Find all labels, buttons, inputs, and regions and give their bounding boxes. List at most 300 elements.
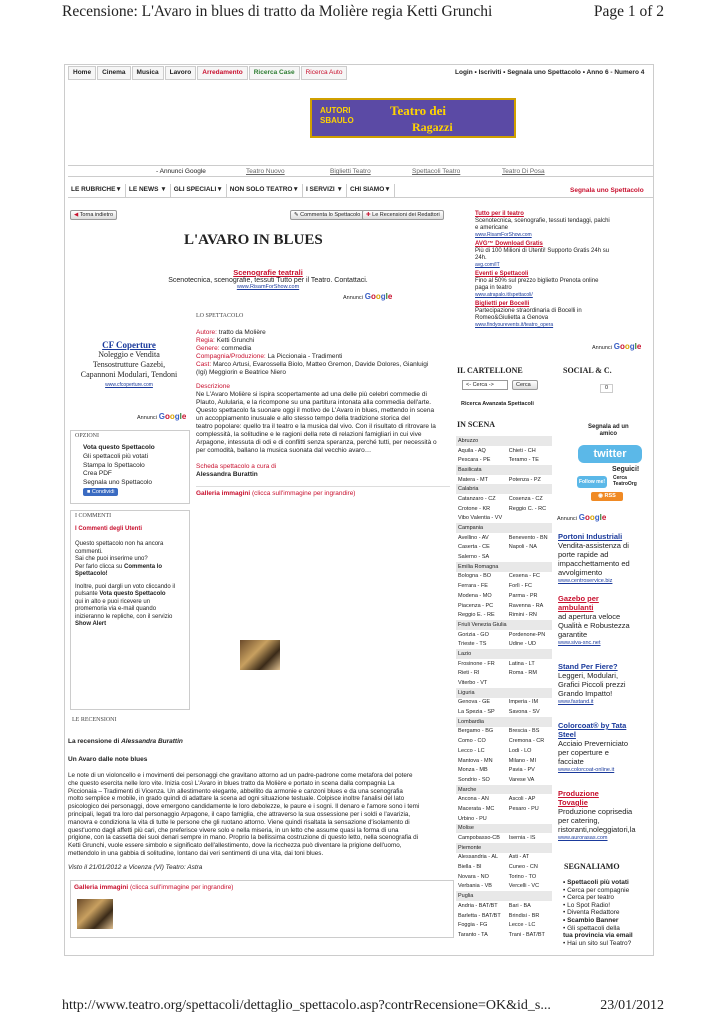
city-link[interactable]: Urbino - PU	[458, 815, 487, 822]
city-link[interactable]: Crotone - KR	[458, 505, 491, 512]
description-line: un accoppiamento inusuale e allo stesso tempo della tradizione storica del	[196, 415, 410, 422]
comment-button[interactable]	[290, 210, 364, 220]
city-link[interactable]: Reggio E. - RE	[458, 612, 495, 619]
top-nav	[68, 66, 348, 80]
city-row	[456, 494, 552, 504]
city-link[interactable]: Piacenza - PC	[458, 602, 494, 609]
city-row	[456, 746, 552, 756]
far-ad-title[interactable]: Stand Per Fiere?	[558, 662, 618, 671]
city-link[interactable]: Genova - GE	[458, 699, 491, 706]
far-ad-text: garantite	[558, 630, 588, 639]
city-row	[456, 446, 552, 456]
city-row	[456, 533, 552, 543]
right-ad-text: Romeo&Giulietta a Genova	[475, 315, 549, 321]
city-link[interactable]: Rimini - RN	[508, 612, 537, 619]
far-ad-url[interactable]: www.fastand.it	[558, 699, 594, 705]
segnala-link[interactable]: Segnala uno Spettacolo	[83, 478, 153, 486]
right-ad-text: paga in teatro	[475, 285, 512, 291]
director-value: Ketti Grunchi	[216, 337, 255, 344]
far-ad-text: Produzione coprisedia	[558, 807, 633, 816]
city-link[interactable]: Varese VA	[508, 776, 535, 783]
city-link[interactable]: Lecce - LC	[508, 922, 536, 929]
segnaliamo-item[interactable]: • Spettacoli più votati	[563, 879, 629, 886]
page-title: L'AVARO IN BLUES	[184, 232, 323, 248]
city-link[interactable]: Roma - RM	[508, 670, 537, 677]
segnaliamo-item[interactable]: • Cerca per teatro	[563, 894, 615, 902]
right-ad-url[interactable]: www.RisamForShow.com	[475, 232, 532, 238]
main-menu	[68, 184, 654, 198]
description-line: Ne L'Avaro Molière si ispira scopertamente ad una delle più celebri commedie di	[196, 391, 427, 398]
city-link[interactable]: Savona - SV	[508, 709, 540, 716]
city-row	[456, 804, 552, 814]
far-ad-url[interactable]: www.aurorasas.com	[558, 835, 608, 841]
region-name[interactable]: Friuli Venezia Giulia	[456, 620, 552, 630]
city-link[interactable]: Lecco - LC	[458, 747, 485, 754]
gallery-thumbnail[interactable]	[77, 899, 113, 929]
city-link	[507, 514, 552, 524]
nav-home[interactable]: Home	[68, 66, 96, 80]
city-link[interactable]: Vibo Valentia - VV	[458, 515, 503, 522]
review-by: La recensione di	[68, 738, 120, 745]
annunci-google-3	[592, 342, 641, 351]
city-link[interactable]: Verbania - VB	[458, 883, 492, 890]
amico-text: amico	[599, 431, 618, 437]
reviews-button[interactable]	[362, 210, 444, 220]
nav-musica[interactable]: Musica	[132, 66, 164, 80]
city-link[interactable]: Gorizia - GO	[458, 631, 489, 638]
right-ad-url[interactable]: www.atrapalo.it/spettacoli/	[475, 292, 533, 298]
city-link[interactable]: Andria - BAT/BT	[458, 902, 498, 909]
city-row	[456, 882, 552, 892]
far-ad-title[interactable]: Steel	[558, 730, 576, 739]
city-link[interactable]: Aquila - AQ	[458, 447, 486, 454]
gallery-thumbnail[interactable]	[240, 640, 280, 670]
segnaliamo-item[interactable]: • Diventa Redattore	[563, 909, 620, 917]
print-link[interactable]: Stampa lo Spettacolo	[83, 461, 145, 469]
city-link[interactable]: Torino - TO	[508, 873, 537, 880]
right-ad-url[interactable]: avg.com/IT	[475, 262, 500, 268]
inscena-heading: IN SCENA	[457, 420, 496, 429]
segnaliamo-item[interactable]: • Cerca per compagnie	[563, 886, 630, 894]
google-logo: Google	[364, 292, 393, 301]
city-row	[456, 930, 552, 940]
region-name[interactable]: Emilia Romagna	[456, 562, 552, 572]
nav-lavoro[interactable]: Lavoro	[165, 66, 197, 80]
menu-news[interactable]: LE NEWS ▼	[126, 184, 171, 197]
city-row	[456, 911, 552, 921]
back-label: Torna indietro	[79, 212, 113, 218]
cast-value: (Igi) Meggiorin e Beatrice Niero	[196, 369, 286, 376]
segnaliamo-item[interactable]: • Scambio Banner	[563, 916, 619, 924]
ad-link-teatro-nuovo[interactable]: Teatro Nuovo	[246, 168, 285, 175]
city-link[interactable]: Cuneo - CN	[508, 864, 538, 871]
far-ad-title[interactable]: Tovaglie	[558, 798, 588, 807]
left-ad[interactable]	[70, 340, 188, 390]
far-ad-text: impacchettamento ed	[558, 559, 630, 568]
comments-box	[70, 510, 190, 710]
region-select[interactable]: <- Cerca ->	[462, 380, 508, 390]
city-link[interactable]: Vercelli - VC	[508, 883, 540, 890]
ad-link-biglietti[interactable]: Biglietti Teatro	[330, 168, 371, 175]
banner-title1: Teatro dei	[390, 103, 446, 118]
pdf-header	[62, 0, 664, 24]
city-link[interactable]: Rieti - RI	[458, 670, 480, 677]
pdf-footer	[62, 998, 664, 1014]
comments-text: commenti.	[75, 548, 103, 555]
advanced-search-link[interactable]: Ricerca Avanzata Spettacoli	[461, 401, 534, 407]
banner-line1: AUTORI	[320, 106, 351, 115]
city-row	[456, 552, 552, 562]
city-link[interactable]: Catanzaro - CZ	[458, 495, 496, 502]
review-line: prigione, con la cassetta dei suoi denari sempre in mano. Proprio la bellissima costruzione di questo letto, nella scenografia di	[68, 834, 419, 842]
city-link[interactable]: Ancona - AN	[458, 796, 489, 803]
top-ad-url[interactable]: www.RisamForShow.com	[236, 284, 300, 290]
menu-segnala[interactable]: Segnala uno Spettacolo	[570, 187, 644, 194]
description-line: Plauto, Aulularia, e la ricompone su una partitura intonata alla commedia dell'arte.	[196, 399, 432, 406]
city-link[interactable]: Benevento - BN	[508, 534, 548, 541]
city-link[interactable]: Sondrio - SO	[458, 776, 490, 783]
city-link[interactable]: La Spezia - SP	[458, 709, 495, 716]
google-logo: Google	[613, 342, 642, 351]
genre-label: Genere:	[196, 345, 220, 352]
city-link[interactable]: Cesena - FC	[508, 573, 540, 580]
far-ad-text: Vendita-assistenza di	[558, 541, 629, 550]
menu-chi-siamo[interactable]: CHI SIAMO▼	[347, 184, 395, 197]
right-ad-title[interactable]: Tutto per il teatro	[475, 211, 524, 217]
back-button[interactable]	[70, 210, 117, 220]
region-row	[456, 843, 552, 853]
far-ad-text: facciate	[558, 757, 584, 766]
city-link[interactable]: Trieste - TS	[458, 641, 487, 648]
city-row	[456, 775, 552, 785]
share-button[interactable]	[83, 488, 118, 496]
segnaliamo-heading: SEGNALIAMO	[564, 862, 620, 871]
city-link[interactable]: Latina - LT	[508, 660, 535, 667]
right-ad-text: Più di 100 Milioni di Utenti! Supporto Gratis 24h su	[475, 248, 610, 254]
far-ad-url[interactable]: www.siva-snc.net	[558, 640, 601, 646]
cartellone-heading: IL CARTELLONE	[457, 366, 523, 375]
comments-text: inizieranno le repliche, con il servizio	[75, 613, 173, 620]
city-row	[456, 475, 552, 485]
right-ad-text: Partecipazione straordinaria di Bocelli in	[475, 308, 582, 314]
annunci-google-label: - Annunci Google	[156, 168, 206, 175]
menu-speciali[interactable]: GLI SPECIALI▼	[171, 184, 227, 197]
city-link[interactable]: Modena - MO	[458, 592, 492, 599]
comments-heading: I COMMENTI	[75, 513, 112, 519]
review-line: manovra e condiziona la vita di tutte le persone che gli ruotano attorno. Viene quindi risaltata la sensazione d'isolamento di	[68, 818, 410, 826]
region-row	[456, 649, 552, 659]
region-row	[456, 717, 552, 727]
region-row	[456, 785, 552, 795]
teatro-org-label	[613, 475, 637, 487]
right-ad-text: 24h.	[475, 255, 487, 261]
show-alert-link[interactable]: Show Alert	[75, 621, 107, 627]
rss-icon: ◉	[598, 493, 603, 499]
city-row	[456, 659, 552, 669]
region-city-table	[456, 436, 552, 940]
city-link	[507, 814, 552, 824]
review-line: psicologico dei personaggi, dove emergono candidamente le loro debolezze, le paure e i sogni. Il denaro e l'amore sono i temi	[68, 803, 420, 811]
city-link[interactable]: Milano - MI	[508, 757, 536, 764]
review-heading: LE RECENSIONI	[72, 717, 117, 723]
cast-label: Cast:	[196, 361, 212, 368]
options-box	[70, 430, 190, 504]
far-ad-url[interactable]: www.centroservice.biz	[558, 578, 613, 584]
city-link[interactable]: Brescia - BS	[508, 728, 540, 735]
city-link[interactable]: Bologna - BO	[458, 573, 492, 580]
right-ad-title[interactable]: Biglietti per Bocelli	[475, 301, 530, 307]
city-link[interactable]: Campobasso-CB	[458, 835, 500, 842]
city-link[interactable]: Monza - MB	[458, 767, 488, 774]
follow-me-badge[interactable]: Follow me!	[577, 476, 607, 488]
review-seen: Visto il 21/01/2012 a Vicenza (VI) Teatro: Astra	[68, 863, 203, 871]
left-ad-title[interactable]: CF Coperture	[102, 340, 156, 350]
pdf-page-number: Page 1 of 2	[593, 3, 664, 20]
login-bar[interactable]: Login • Iscriviti • Segnala uno Spettacolo • Anno 6 - Numero 4	[455, 69, 645, 76]
left-ad-line1: Noleggio e Vendita	[98, 350, 160, 359]
city-link[interactable]: Chieti - CH	[508, 447, 536, 454]
segnala-text: Segnala ad un	[588, 424, 629, 430]
twitter-logo[interactable]: twitter	[578, 445, 642, 463]
comments-text: Inoltre, puoi dargli un voto cliccando il	[75, 583, 176, 590]
city-link[interactable]: Macerata - MC	[458, 805, 495, 812]
far-ad-text: per coperture e	[558, 748, 609, 757]
scheda-author: Alessandra Burattin	[196, 471, 258, 478]
show-heading: LO SPETTACOLO	[196, 313, 244, 319]
city-link[interactable]: Bergamo - BG	[458, 728, 494, 735]
city-link[interactable]: Teramo - TE	[508, 457, 539, 464]
far-ad-title[interactable]: Colorcoat® by Tata	[558, 721, 627, 730]
city-link[interactable]: Reggio C. - RC	[508, 505, 547, 512]
city-link[interactable]: Udine - UD	[508, 641, 536, 648]
annunci-google-1	[343, 292, 392, 301]
top-ad-title[interactable]: Scenografie teatrali	[233, 268, 303, 277]
menu-non-solo-teatro[interactable]: NON SOLO TEATRO▼	[227, 184, 303, 197]
cerca-text: Cerca	[613, 475, 627, 481]
comment-link[interactable]: Spettacolo!	[75, 571, 108, 577]
far-ad-title[interactable]: ambulanti	[558, 603, 594, 612]
city-row	[456, 639, 552, 649]
segnaliamo-item[interactable]: • Gli spettacoli della	[563, 924, 620, 932]
review-section	[68, 716, 454, 872]
city-link[interactable]: Foggia - FG	[458, 922, 488, 929]
city-row	[456, 872, 552, 882]
left-ad-url[interactable]: www.cfcoperture.com	[105, 382, 153, 388]
city-row	[456, 630, 552, 640]
city-row	[456, 920, 552, 930]
region-row	[456, 484, 552, 494]
city-link[interactable]: Novara - NO	[458, 873, 489, 880]
region-name[interactable]: Piemonte	[456, 843, 552, 853]
city-link[interactable]: Potenza - PZ	[508, 476, 541, 483]
annunci-google-2	[137, 412, 186, 421]
nav-ricerca-auto[interactable]: Ricerca Auto	[301, 66, 348, 80]
right-ad-title[interactable]: AVG™ Download Gratis	[475, 241, 543, 247]
review-subtitle: Un Avaro dalle note blues	[68, 756, 148, 763]
options-heading: OPZIONI	[75, 433, 99, 439]
far-ad-text: Leggeri, Modulari,	[558, 671, 619, 680]
right-ad-url[interactable]: www.findyourevents.it/teatro_opera	[475, 322, 554, 328]
city-link[interactable]: Matera - MT	[458, 476, 488, 483]
social-heading: SOCIAL & C.	[563, 366, 612, 375]
city-link[interactable]: Biella - BI	[458, 864, 482, 871]
right-ad-title[interactable]: Eventi e Spettacoli	[475, 271, 529, 277]
segnaliamo-item[interactable]: • Hai un sito sul Teatro?	[563, 939, 632, 947]
far-ad-title[interactable]: Portoni Industriali	[558, 532, 623, 541]
far-ad-text: porte rapide ad	[558, 550, 609, 559]
region-name[interactable]: Abruzzo	[456, 436, 552, 446]
city-row	[456, 736, 552, 746]
left-ad-line2: Tensostrutture Gazebi,	[92, 360, 166, 369]
description-line: per comodità, ballano la musica suonata dal vecchio avaro…	[196, 447, 372, 454]
city-link[interactable]: Brindisi - BR	[508, 912, 540, 919]
city-link[interactable]: Barletta - BAT/BT	[458, 912, 501, 919]
city-row	[456, 514, 552, 524]
vote-button[interactable]: Vota questo Spettacolo	[83, 444, 155, 451]
city-row	[456, 814, 552, 824]
review-line: che questo esercita nelle loro vite. Inizia così L'Avaro in blues tratto da Molière e portato in scena dalla compagnia La	[68, 779, 395, 787]
city-link[interactable]: Mantova - MN	[458, 757, 493, 764]
far-ad-text: Acciaio Preverniciato	[558, 739, 629, 748]
city-link[interactable]: Cosenza - CZ	[508, 495, 543, 502]
region-name[interactable]: Molise	[456, 824, 552, 834]
city-link[interactable]: Bari - BA	[508, 902, 531, 909]
scheda-label: Scheda spettacolo a cura di	[196, 463, 277, 470]
comments-text: Questo spettacolo non ha ancora	[75, 541, 164, 547]
region-name[interactable]: Calabria	[456, 484, 552, 494]
review-line: principali, legati tra loro dal personaggio Arpagone, il capo famiglia, che attraverso la sua ossessione per i soldi e l'avarizia,	[68, 810, 411, 818]
city-link[interactable]: Alessandria - AL	[458, 854, 499, 861]
city-row	[456, 765, 552, 775]
region-name[interactable]: Lazio	[456, 649, 552, 659]
region-name[interactable]: Liguria	[456, 688, 552, 698]
right-ad-text: Scenotecnica, scenografie, tessuti tendaggi, palchi	[475, 218, 610, 224]
annunci-label: Annunci	[137, 415, 157, 421]
city-link[interactable]: Avellino - AV	[458, 534, 489, 541]
top-ad[interactable]	[68, 268, 468, 290]
city-link[interactable]: Trani - BAT/BT	[508, 931, 545, 938]
city-link	[507, 678, 552, 688]
banner-title2: Ragazzi	[412, 120, 453, 134]
description-label: Descrizione	[196, 383, 230, 390]
search-button[interactable]: Cerca	[512, 380, 538, 390]
like-counter: 0	[600, 384, 613, 393]
segnaliamo-list	[563, 879, 653, 947]
segnaliamo-item[interactable]: • Lo Spot Radio!	[563, 901, 611, 909]
city-row	[456, 591, 552, 601]
region-name[interactable]: Puglia	[456, 891, 552, 901]
most-voted-link[interactable]: Gli spettacoli più votati	[83, 453, 149, 460]
city-row	[456, 794, 552, 804]
segnala-amico[interactable]	[588, 424, 629, 438]
teatro-ragazzi-banner[interactable]	[310, 98, 516, 138]
region-name[interactable]: Lombardia	[456, 717, 552, 727]
gallery-title: Galleria immagini	[74, 884, 129, 891]
menu-servizi[interactable]: I SERVIZI ▼	[303, 184, 347, 197]
city-link[interactable]: Lodi - LO	[508, 747, 532, 754]
city-row	[456, 707, 552, 717]
city-link[interactable]: Como - CO	[458, 738, 486, 745]
rss-label: RSS	[604, 493, 616, 499]
director-label: Regia:	[196, 337, 215, 344]
city-row	[456, 543, 552, 553]
right-ads	[475, 211, 647, 329]
back-arrow-icon: ◀	[74, 212, 79, 218]
city-link[interactable]: Cremona - CR	[508, 738, 545, 745]
review-line: Piccionaia – Tradimenti di Vicenza. Un allestimento elegante, abbellito da armonie e canzoni blues e da una scenografia	[68, 787, 403, 795]
region-row	[456, 436, 552, 446]
city-row	[456, 601, 552, 611]
city-link[interactable]: Asti - AT	[508, 854, 530, 861]
far-ad-title[interactable]: Gazebo per	[558, 594, 599, 603]
city-link[interactable]: Ravenna - RA	[508, 602, 544, 609]
nav-cinema[interactable]: Cinema	[97, 66, 130, 80]
far-ad-title[interactable]: Produzione	[558, 789, 599, 798]
banner-line2: SBAULO	[320, 116, 354, 125]
gallery-hint: (clicca sull'immagine per ingrandire)	[130, 884, 234, 891]
city-link[interactable]: Ascoli - AP	[508, 796, 536, 803]
city-row	[456, 698, 552, 708]
far-ad-text: per catering,	[558, 816, 600, 825]
rss-badge[interactable]	[591, 492, 623, 501]
ad-link-teatro-posa[interactable]: Teatro Di Posa	[502, 168, 545, 175]
region-row	[456, 562, 552, 572]
city-link[interactable]: Caserta - CE	[458, 544, 490, 551]
city-link[interactable]: Napoli - NA	[508, 544, 537, 551]
pencil-icon: ✎	[294, 212, 299, 218]
pdf-link[interactable]: Crea PDF	[83, 470, 112, 477]
city-link[interactable]: Parma - PR	[508, 592, 538, 599]
city-link[interactable]: Pordenone-PN	[508, 631, 546, 638]
region-name[interactable]: Basilicata	[456, 465, 552, 475]
far-ad-text: ad apertura veloce	[558, 612, 621, 621]
far-ad-text: Grafici Piccoli prezzi	[558, 680, 626, 689]
nav-arredamento[interactable]: Arredamento	[197, 66, 247, 80]
vote-link[interactable]: Vota questo Spettacolo	[99, 591, 166, 597]
city-row	[456, 727, 552, 737]
comments-text: Sai che puoi inserirne uno?	[75, 556, 148, 562]
menu-rubriche[interactable]: LE RUBRICHE▼	[68, 184, 126, 197]
city-link[interactable]: Pesaro - PU	[508, 805, 539, 812]
city-link[interactable]: Taranto - TA	[458, 931, 488, 938]
segnaliamo-item[interactable]: tua provincia via email	[563, 932, 633, 940]
city-link[interactable]: Forlì - FC	[508, 583, 533, 590]
city-row	[456, 572, 552, 582]
comment-link[interactable]: Commenta lo	[124, 563, 163, 570]
region-row	[456, 688, 552, 698]
city-link[interactable]: Ferrara - FE	[458, 583, 488, 590]
teatroorg-text: TeatroOrg	[613, 481, 637, 487]
ad-link-spettacoli[interactable]: Spettacoli Teatro	[412, 168, 461, 175]
region-name[interactable]: Marche	[456, 785, 552, 795]
city-row	[456, 504, 552, 514]
city-link[interactable]: Pavia - PV	[508, 767, 535, 774]
city-link[interactable]: Frosinone - FR	[458, 660, 495, 667]
far-ad-url[interactable]: www.colorcoat-online.it	[558, 767, 615, 773]
city-link[interactable]: Salerno - SA	[458, 554, 490, 561]
right-ad-text: Fino al 50% sul prezzo biglietto Prenota online	[475, 278, 599, 284]
annunci-label: Annunci	[343, 295, 363, 301]
city-link[interactable]: Imperia - IM	[508, 699, 539, 706]
nav-ricerca-case[interactable]: Ricerca Case	[249, 66, 300, 80]
city-link[interactable]: Viterbo - VT	[458, 680, 488, 687]
city-link[interactable]: Isernia - IS	[508, 835, 536, 842]
city-link[interactable]: Pescara - PE	[458, 457, 491, 464]
region-name[interactable]: Campania	[456, 523, 552, 533]
pdf-title: Recensione: L'Avaro in blues di tratto da Molière regia Ketti Grunchi	[62, 3, 493, 20]
comments-text: promemoria via e-mail quando	[75, 606, 157, 612]
gallery-hint: (clicca sull'immagine per ingrandire)	[252, 490, 356, 497]
